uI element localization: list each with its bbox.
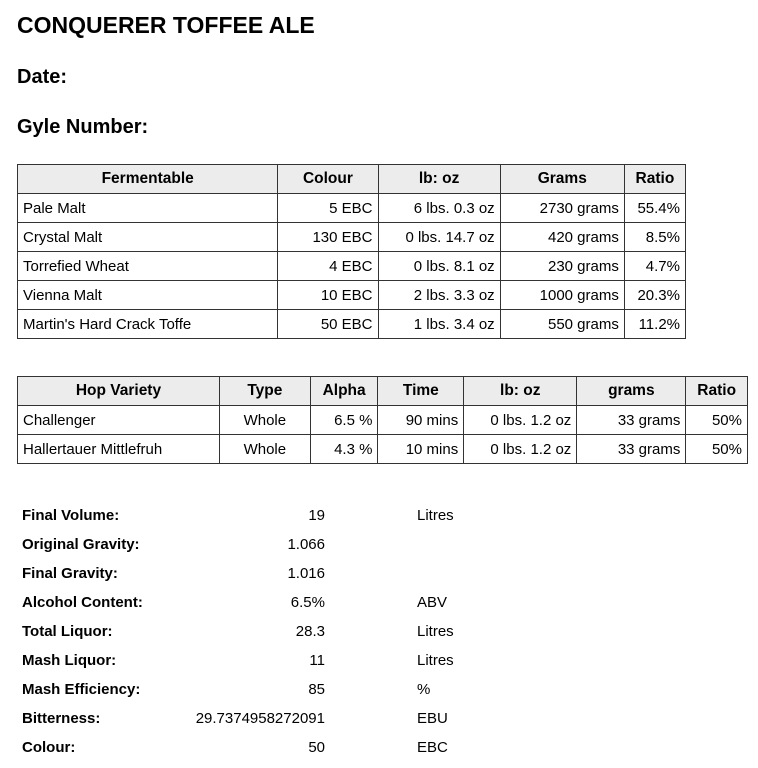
table-cell: 0 lbs. 1.2 oz — [464, 406, 577, 435]
summary-row — [17, 530, 459, 559]
table-cell: Martin's Hard Crack Toffe — [18, 310, 278, 339]
table-cell: Challenger — [18, 406, 220, 435]
column-header: Hop Variety — [18, 377, 220, 406]
table-cell: 10 mins — [378, 435, 464, 464]
table-cell: 20.3% — [624, 281, 685, 310]
column-header: Ratio — [686, 377, 748, 406]
table-row — [18, 281, 686, 310]
summary-label: Alcohol Content: — [22, 594, 143, 611]
table-cell: 33 grams — [577, 406, 686, 435]
table-cell: Pale Malt — [18, 194, 278, 223]
table-row — [18, 406, 748, 435]
summary-unit: ABV — [417, 594, 448, 611]
summary-unit: EBU — [417, 710, 448, 727]
table-cell: 8.5% — [624, 223, 685, 252]
hops-table — [17, 376, 748, 464]
summary-row — [17, 501, 459, 530]
table-cell: Vienna Malt — [18, 281, 278, 310]
column-header: lb: oz — [464, 377, 577, 406]
table-cell: 5 EBC — [278, 194, 378, 223]
table-cell: 0 lbs. 14.7 oz — [378, 223, 500, 252]
summary-label: Mash Liquor: — [22, 652, 117, 669]
table-row — [18, 194, 686, 223]
table-cell: 1 lbs. 3.4 oz — [378, 310, 500, 339]
summary-table — [17, 501, 459, 762]
table-cell: 4 EBC — [278, 252, 378, 281]
summary-unit — [330, 530, 459, 559]
summary-row — [17, 733, 459, 762]
summary-value: 28.3 — [295, 623, 325, 640]
table-row — [18, 252, 686, 281]
summary-value: 19 — [308, 507, 325, 524]
table-cell: 33 grams — [577, 435, 686, 464]
column-header: grams — [577, 377, 686, 406]
table-cell: 4.7% — [624, 252, 685, 281]
table-cell: Whole — [219, 435, 310, 464]
table-cell: 6.5 % — [310, 406, 378, 435]
table-cell: 0 lbs. 8.1 oz — [378, 252, 500, 281]
summary-value: 1.066 — [287, 536, 325, 553]
summary-unit — [330, 559, 459, 588]
date-label: Date: — [17, 66, 68, 88]
summary-label: Final Volume: — [22, 507, 120, 524]
table-cell: 4.3 % — [310, 435, 378, 464]
column-header: Type — [219, 377, 310, 406]
summary-value: 85 — [308, 681, 325, 698]
table-cell: 55.4% — [624, 194, 685, 223]
table-cell: 2 lbs. 3.3 oz — [378, 281, 500, 310]
summary-unit: Litres — [417, 507, 454, 524]
summary-value: 11 — [309, 652, 325, 669]
table-row — [18, 223, 686, 252]
summary-unit: EBC — [417, 739, 448, 756]
table-row — [18, 435, 748, 464]
table-cell: Crystal Malt — [18, 223, 278, 252]
summary-label: Bitterness: — [22, 710, 101, 727]
column-header: Colour — [278, 165, 378, 194]
summary-label: Colour: — [22, 739, 76, 756]
table-cell: 0 lbs. 1.2 oz — [464, 435, 577, 464]
summary-row — [17, 675, 459, 704]
table-cell: Hallertauer Mittlefruh — [18, 435, 220, 464]
summary-label: Total Liquor: — [22, 623, 113, 640]
summary-row — [17, 559, 459, 588]
table-cell: 230 grams — [500, 252, 624, 281]
table-cell: 6 lbs. 0.3 oz — [378, 194, 500, 223]
summary-label: Original Gravity: — [22, 536, 140, 553]
hops-header-row — [18, 377, 748, 406]
table-cell: 50% — [686, 435, 748, 464]
table-cell: 50% — [686, 406, 748, 435]
column-header: Time — [378, 377, 464, 406]
summary-value: 6.5% — [290, 594, 325, 611]
fermentables-table — [17, 164, 686, 339]
table-cell: 130 EBC — [278, 223, 378, 252]
summary-row — [17, 617, 459, 646]
table-cell: Torrefied Wheat — [18, 252, 278, 281]
table-cell: 420 grams — [500, 223, 624, 252]
summary-unit: % — [417, 681, 431, 698]
summary-row — [17, 588, 459, 617]
page-title: CONQUERER TOFFEE ALE — [17, 12, 315, 38]
summary-label: Mash Efficiency: — [22, 681, 141, 698]
summary-value: 50 — [308, 739, 325, 756]
gyle-number-label: Gyle Number: — [17, 116, 149, 138]
column-header: Grams — [500, 165, 624, 194]
summary-row — [17, 646, 459, 675]
table-cell: 10 EBC — [278, 281, 378, 310]
column-header: Ratio — [624, 165, 685, 194]
table-cell: 90 mins — [378, 406, 464, 435]
column-header: lb: oz — [378, 165, 500, 194]
summary-unit: Litres — [417, 652, 454, 669]
table-cell: 2730 grams — [500, 194, 624, 223]
table-cell: Whole — [219, 406, 310, 435]
fermentables-header-row — [18, 165, 686, 194]
table-cell: 50 EBC — [278, 310, 378, 339]
table-cell: 550 grams — [500, 310, 624, 339]
summary-value: 1.016 — [287, 565, 325, 582]
column-header: Fermentable — [18, 165, 278, 194]
summary-unit: Litres — [417, 623, 454, 640]
summary-label: Final Gravity: — [22, 565, 118, 582]
table-cell: 11.2% — [624, 310, 685, 339]
table-cell: 1000 grams — [500, 281, 624, 310]
table-row — [18, 310, 686, 339]
summary-value: 29.7374958272091 — [195, 710, 325, 727]
column-header: Alpha — [310, 377, 378, 406]
summary-row — [17, 704, 459, 733]
